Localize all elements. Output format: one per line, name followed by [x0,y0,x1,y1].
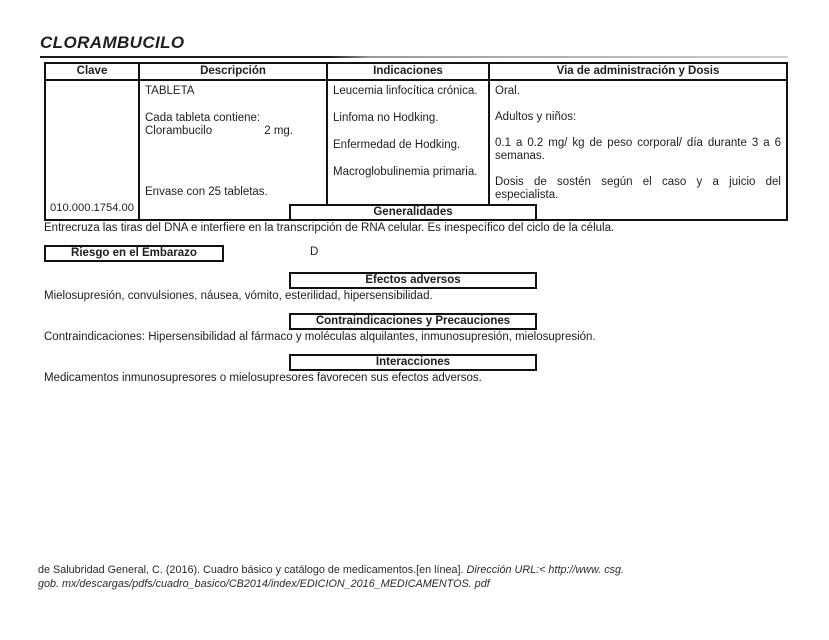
column-header-descripcion: Descripción [139,63,327,80]
clave-value: 010.000.1754.00 [50,202,134,214]
interacciones-text: Medicamentos inmunosupresores o mielosupresores favorecen sus efectos adversos. [44,372,482,384]
table-header-row [45,63,787,80]
citation-regular-part: de Salubridad General, C. (2016). Cuadro básico y catálogo de medicamentos.[en línea]. [38,564,467,576]
cell-indicaciones [327,80,489,220]
via-item: Dosis de sostén según el caso y a juicio del especialista. [495,176,781,201]
column-header-indicaciones: Indicaciones [327,63,489,80]
column-header-clave: Clave [45,63,139,80]
spacer [145,138,321,186]
via-item: 0.1 a 0.2 mg/ kg de peso corporal/ día durante 3 a 6 semanas. [495,137,781,162]
cell-descripcion [139,80,327,220]
riesgo-embarazo-value: D [310,246,319,258]
indicacion-item: Macroglobulinemia primaria. [333,166,478,178]
table-row [45,80,787,220]
via-item: Adultos y niños: [495,111,577,123]
section-header-riesgo-embarazo: Riesgo en el Embarazo [44,245,224,262]
sustancia-cantidad: 2 mg. [264,125,293,137]
citation [38,564,640,591]
contiene-label: Cada tableta contiene: [145,112,261,124]
drug-title: CLORAMBUCILO [40,33,185,52]
section-header-interacciones: Interacciones [289,354,537,371]
spacer [145,98,321,112]
forma-farmaceutica: TABLETA [145,85,195,97]
section-header-generalidades: Generalidades [289,204,537,221]
citation-italic-part: Dirección URL:< http://www. csg. gob. mx/descargas/pdfs/cuadro_basico/CB2014/index/EDICION_2016_MEDICAMENTOS. pdf [38,564,625,590]
indicacion-item: Enfermedad de Hodking. [333,139,461,151]
section-header-efectos-adversos: Efectos adversos [289,272,537,289]
via-item: Oral. [495,85,520,97]
contraindicaciones-text: Contraindicaciones: Hipersensibilidad al fármaco y moléculas alquilantes, inmunosupresión, mielosupresión. [44,331,596,343]
generalidades-text: Entrecruza las tiras del DNA e interfiere en la transcripción de RNA celular. Es inespecífico del ciclo de la célula. [44,222,615,234]
sustancia-row [145,125,321,138]
cell-clave [45,80,139,220]
indicacion-item: Leucemia linfocítica crónica. [333,85,478,97]
drug-info-table [44,62,788,221]
descripcion-content [145,85,321,199]
section-header-contraindicaciones: Contraindicaciones y Precauciones [289,313,537,330]
cell-via-dosis [489,80,787,220]
sustancia-nombre: Clorambucilo [145,125,213,137]
column-header-via-dosis: Via de administración y Dosis [489,63,787,80]
efectos-adversos-text: Mielosupresión, convulsiones, náusea, vómito, esterilidad, hipersensibilidad. [44,290,433,302]
envase-line: Envase con 25 tabletas. [145,186,268,198]
indicacion-item: Linfoma no Hodking. [333,112,439,124]
title-underline [40,56,788,58]
